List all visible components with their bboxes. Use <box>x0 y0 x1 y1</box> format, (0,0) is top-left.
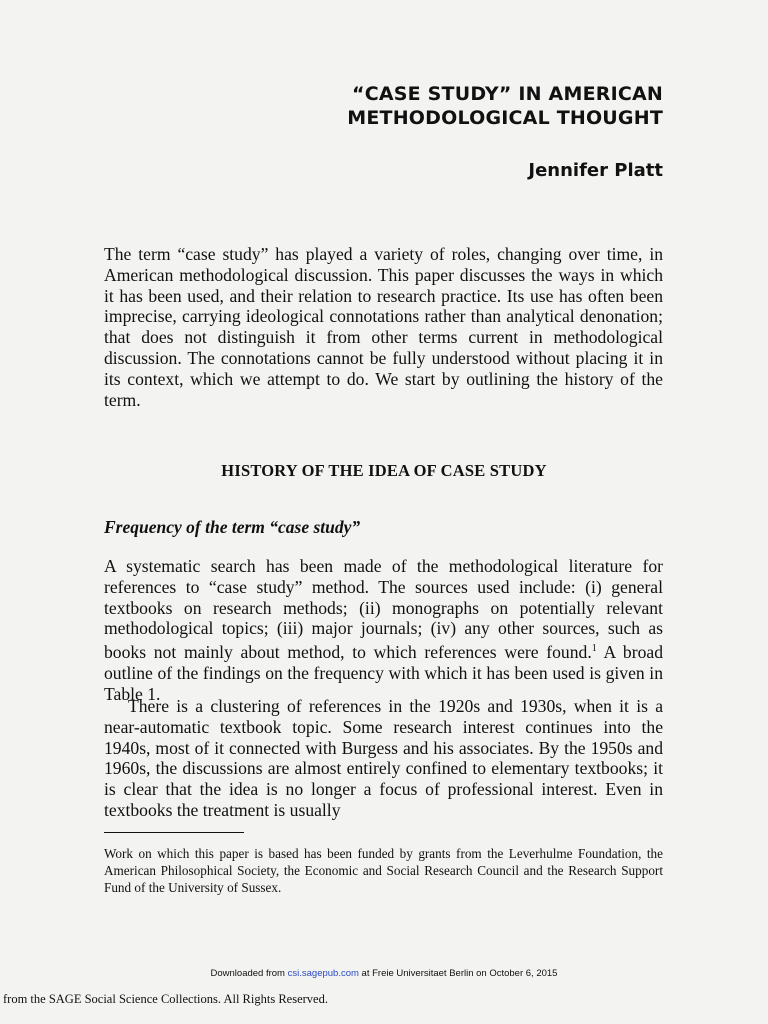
download-suffix: at Freie Universitaet Berlin on October 6, 2015 <box>358 968 558 979</box>
title-line-2: METHODOLOGICAL THOUGHT <box>347 107 663 129</box>
rights-notice: from the SAGE Social Science Collections. All Rights Reserved. <box>3 992 328 1006</box>
body-paragraph-2: There is a clustering of references in the 1920s and 1930s, when it is a near-automatic textbook topic. Some research interest continues into the 1940s, most of it connected with Burgess and his associates. By the 1950s and 1960s, the discussions are almost entirely confined to elementary textbooks; it is clear that the idea is no longer a focus of professional interest. Even in textbooks the treatment is usually <box>104 696 663 820</box>
footnote-divider <box>104 832 244 833</box>
download-notice <box>0 968 768 979</box>
author-name: Jennifer Platt <box>528 160 663 181</box>
source-link[interactable]: csi.sagepub.com <box>287 968 359 979</box>
title-line-1: “CASE STUDY” IN AMERICAN <box>352 83 663 105</box>
download-prefix: Downloaded from <box>210 968 288 979</box>
article-title <box>347 82 663 130</box>
paragraph-1-text-end: A broad outline of the findings on the frequency with which it has been used is given in Table 1. <box>104 642 663 704</box>
footnote-marker: 1 <box>591 643 597 655</box>
paragraph-1-text-start: A systematic search has been made of the methodological literature for references to “case study” method. The sources used include: (i) general textbooks on research methods; (ii) monographs on potentially relevant methodological topics; (iii) major journals; (iv) any other sources, such as books not mainly about method, to which references were found. <box>104 556 663 663</box>
section-heading: HISTORY OF THE IDEA OF CASE STUDY <box>221 461 547 480</box>
subsection-heading: Frequency of the term “case study” <box>104 517 361 537</box>
abstract-paragraph: The term “case study” has played a variety of roles, changing over time, in American methodological discussion. This paper discusses the ways in which it has been used, and their relation to research practice. Its use has often been imprecise, carrying ideological connotations rather than analytical denonation; that does not distinguish it from other terms current in methodological discussion. The connotations cannot be fully understood without placing it in its context, which we attempt to do. We start by outlining the history of the term. <box>104 244 663 410</box>
footnote-text: Work on which this paper is based has been funded by grants from the Leverhulme Foundation, the American Philosophical Society, the Economic and Social Research Council and the Research Support Fund of the University of Sussex. <box>104 846 663 895</box>
body-paragraph-1 <box>104 556 663 704</box>
